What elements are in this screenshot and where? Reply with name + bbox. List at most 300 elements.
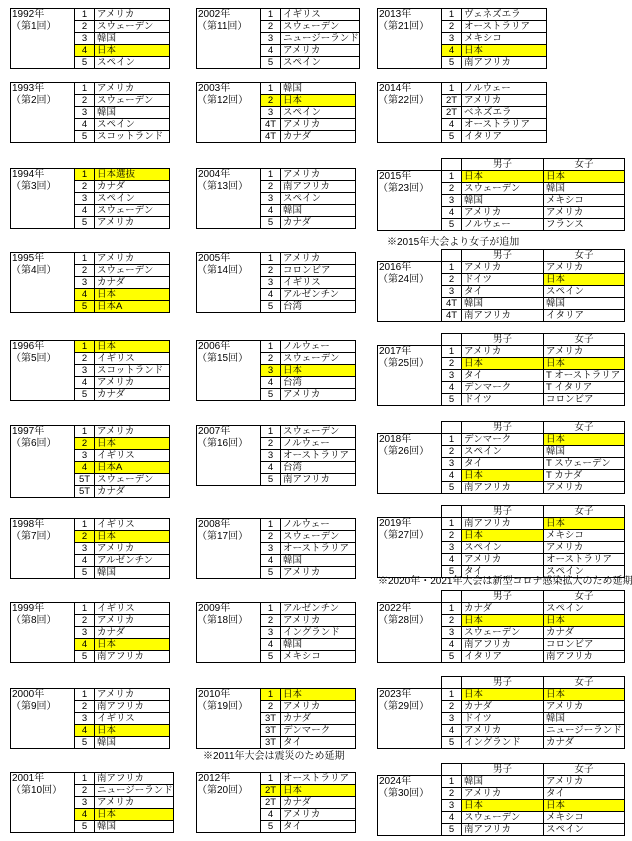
- year-cell: [197, 519, 261, 579]
- country-cell-women: スペイン: [544, 824, 625, 836]
- rank-cell: 3: [261, 277, 281, 289]
- country-cell: タイ: [281, 821, 356, 833]
- edition-label: （第3回）: [11, 181, 57, 192]
- note-2011-postponed: ※2011年大会は震災のため延期: [203, 751, 345, 762]
- gender-header-year-spacer: [378, 677, 442, 689]
- country-cell-women: 日本: [544, 434, 625, 446]
- gender-header-row: [378, 506, 625, 518]
- edition-label: （第24回）: [378, 274, 430, 285]
- rank-cell: 3: [75, 193, 95, 205]
- rank-cell: 4: [442, 725, 462, 737]
- rank-cell: 1: [261, 253, 281, 265]
- rank-cell: 4: [75, 725, 95, 737]
- gender-header-year-spacer: [378, 159, 442, 171]
- rank-cell: 2: [75, 785, 95, 797]
- country-cell: 日本A: [95, 462, 170, 474]
- country-cell: メキシコ: [462, 33, 547, 45]
- rank-cell: 2: [75, 265, 95, 277]
- country-cell: ベネズエラ: [462, 107, 547, 119]
- country-cell-women: スペイン: [544, 286, 625, 298]
- rank-cell: 1: [261, 603, 281, 615]
- rank-cell: 3: [442, 542, 462, 554]
- country-cell: 韓国: [95, 821, 174, 833]
- rank-cell: 2: [442, 788, 462, 800]
- rank-cell: 1: [261, 426, 281, 438]
- country-cell: 日本: [281, 785, 356, 797]
- tournament-table-2001: [10, 772, 174, 833]
- tournament-table-2005: [196, 252, 356, 313]
- rank-cell: 3: [261, 193, 281, 205]
- country-cell: ノルウェー: [281, 438, 356, 450]
- rank-cell: 2: [261, 95, 281, 107]
- country-cell: スコットランド: [95, 365, 170, 377]
- year-cell: [197, 603, 261, 663]
- country-cell-women: 韓国: [544, 183, 625, 195]
- rank-cell: 2: [442, 274, 462, 286]
- country-cell-men: タイ: [462, 566, 544, 578]
- year-cell: [197, 253, 261, 313]
- year-cell: [378, 434, 442, 494]
- rank-cell: 3: [261, 543, 281, 555]
- rank-cell: 4: [442, 554, 462, 566]
- tournament-table-2015: [377, 158, 625, 231]
- country-cell-men: スペイン: [462, 446, 544, 458]
- country-cell: スウェーデン: [281, 21, 360, 33]
- year-label: 2018年: [379, 434, 412, 445]
- country-cell-men: タイ: [462, 286, 544, 298]
- gender-header-men: 男子: [462, 591, 544, 603]
- rank-cell: 3: [442, 370, 462, 382]
- edition-label: （第2回）: [11, 95, 57, 106]
- rank-cell: 5: [75, 217, 95, 229]
- country-cell: アルゼンチン: [281, 289, 356, 301]
- rank-cell: 3: [261, 33, 281, 45]
- rank-cell: 2: [75, 615, 95, 627]
- country-cell: アメリカ: [95, 689, 170, 701]
- rank-cell: 1: [261, 519, 281, 531]
- country-cell: オーストラリア: [281, 450, 356, 462]
- year-label: 2017年: [379, 346, 412, 357]
- rank-cell: 2: [75, 21, 95, 33]
- country-cell: アメリカ: [281, 253, 356, 265]
- country-cell: アルゼンチン: [95, 555, 170, 567]
- country-cell-men: 日本: [462, 171, 544, 183]
- country-cell-men: イタリア: [462, 651, 544, 663]
- year-cell: [11, 773, 75, 833]
- rank-cell: 5: [442, 651, 462, 663]
- result-row: [197, 603, 356, 615]
- year-label: 1998年: [12, 519, 45, 530]
- rank-cell: 5: [261, 567, 281, 579]
- country-cell-men: 南アフリカ: [462, 482, 544, 494]
- country-cell-women: アメリカ: [544, 346, 625, 358]
- year-cell: [378, 603, 442, 663]
- country-cell-women: T オーストラリア: [544, 370, 625, 382]
- rank-cell: 2: [261, 353, 281, 365]
- rank-cell: 4: [261, 377, 281, 389]
- year-label: 1993年: [12, 83, 45, 94]
- tournament-table-2009: [196, 602, 356, 663]
- year-label: 2016年: [379, 262, 412, 273]
- edition-label: （第21回）: [378, 21, 430, 32]
- year-label: 2005年: [198, 253, 231, 264]
- rank-cell: 2: [442, 530, 462, 542]
- rank-cell: 2: [75, 701, 95, 713]
- country-cell-men: ドイツ: [462, 274, 544, 286]
- edition-label: （第5回）: [11, 353, 57, 364]
- tournament-table-2012: [196, 772, 356, 833]
- rank-cell: 2: [261, 701, 281, 713]
- country-cell-men: 日本: [462, 530, 544, 542]
- rank-cell: 4: [75, 377, 95, 389]
- year-label: 2014年: [379, 83, 412, 94]
- country-cell: アメリカ: [95, 543, 170, 555]
- gender-header-year-spacer: [378, 591, 442, 603]
- country-cell: オーストラリア: [462, 21, 547, 33]
- result-row: [11, 169, 170, 181]
- country-cell: アメリカ: [281, 169, 356, 181]
- rank-cell: 4: [261, 289, 281, 301]
- result-row: [11, 689, 170, 701]
- rank-cell: 1: [442, 346, 462, 358]
- country-cell-women: 日本: [544, 358, 625, 370]
- gender-header-row: [378, 422, 625, 434]
- country-cell: スペイン: [281, 193, 356, 205]
- year-label: 1995年: [12, 253, 45, 264]
- year-cell: [378, 9, 442, 69]
- country-cell-men: タイ: [462, 370, 544, 382]
- country-cell: 韓国: [281, 83, 356, 95]
- country-cell: 日本選抜: [95, 169, 170, 181]
- country-cell-men: ドイツ: [462, 713, 544, 725]
- year-cell: [11, 169, 75, 229]
- rank-cell: 1: [442, 434, 462, 446]
- country-cell: 日本: [95, 725, 170, 737]
- rank-cell: 2: [442, 701, 462, 713]
- country-cell: 韓国: [95, 567, 170, 579]
- country-cell: カナダ: [95, 486, 170, 498]
- country-cell-women: メキシコ: [544, 195, 625, 207]
- rank-cell: 3: [261, 627, 281, 639]
- country-cell: カナダ: [95, 627, 170, 639]
- result-row: [378, 689, 625, 701]
- rank-cell: 1: [261, 773, 281, 785]
- country-cell-men: 日本: [462, 615, 544, 627]
- edition-label: （第6回）: [11, 438, 57, 449]
- year-cell: [197, 83, 261, 143]
- year-cell: [197, 9, 261, 69]
- country-cell-men: 南アフリカ: [462, 639, 544, 651]
- rank-cell: 4: [442, 382, 462, 394]
- rank-cell: 5: [261, 474, 281, 486]
- country-cell: アメリカ: [95, 377, 170, 389]
- rank-cell: 5: [261, 389, 281, 401]
- year-cell: [378, 262, 442, 322]
- rank-cell: 4: [75, 462, 95, 474]
- year-cell: [378, 518, 442, 578]
- country-cell: アメリカ: [281, 45, 360, 57]
- country-cell: カナダ: [95, 389, 170, 401]
- rank-cell: 1: [442, 776, 462, 788]
- country-cell-women: アメリカ: [544, 701, 625, 713]
- rank-cell: 3: [75, 365, 95, 377]
- country-cell: コロンビア: [281, 265, 356, 277]
- rank-cell: 4: [442, 45, 462, 57]
- rank-cell: 4: [442, 470, 462, 482]
- gender-header-row: [378, 591, 625, 603]
- year-cell: [197, 426, 261, 486]
- country-cell-men: 日本: [462, 470, 544, 482]
- rank-cell: 3: [442, 713, 462, 725]
- gender-header-women: 女子: [544, 677, 625, 689]
- result-row: [11, 9, 170, 21]
- country-cell-women: コロンビア: [544, 639, 625, 651]
- country-cell-women: カナダ: [544, 737, 625, 749]
- year-label: 2022年: [379, 603, 412, 614]
- result-row: [11, 83, 170, 95]
- gender-header-row: [378, 334, 625, 346]
- result-row: [197, 253, 356, 265]
- rank-cell: 1: [442, 262, 462, 274]
- country-cell: 台湾: [281, 301, 356, 313]
- country-cell: 日本A: [95, 301, 170, 313]
- country-cell: 日本: [281, 95, 356, 107]
- country-cell-men: デンマーク: [462, 382, 544, 394]
- edition-label: （第1回）: [11, 21, 57, 32]
- country-cell-women: カナダ: [544, 627, 625, 639]
- tournament-table-2019: [377, 505, 625, 578]
- gender-header-rank-spacer: [442, 250, 462, 262]
- country-cell: オーストラリア: [281, 543, 356, 555]
- country-cell-men: アメリカ: [462, 788, 544, 800]
- country-cell: カナダ: [281, 131, 356, 143]
- country-cell-men: スウェーデン: [462, 183, 544, 195]
- result-row: [197, 341, 356, 353]
- country-cell: カナダ: [281, 797, 356, 809]
- rank-cell: 1: [442, 689, 462, 701]
- rank-cell: 2T: [261, 797, 281, 809]
- country-cell: 韓国: [281, 205, 356, 217]
- rank-cell: 5T: [75, 474, 95, 486]
- rank-cell: 1: [75, 519, 95, 531]
- country-cell-men: タイ: [462, 458, 544, 470]
- country-cell-women: スペイン: [544, 566, 625, 578]
- rank-cell: 4: [75, 119, 95, 131]
- rank-cell: 5: [261, 57, 281, 69]
- rank-cell: 4: [75, 809, 95, 821]
- country-cell: ニュージーランド: [281, 33, 360, 45]
- rank-cell: 5: [75, 651, 95, 663]
- result-row: [197, 169, 356, 181]
- country-cell: カナダ: [281, 217, 356, 229]
- tournament-table-2024: [377, 763, 625, 836]
- country-cell-women: 日本: [544, 689, 625, 701]
- edition-label: （第20回）: [197, 785, 249, 796]
- rank-cell: 4: [75, 205, 95, 217]
- country-cell: 台湾: [281, 377, 356, 389]
- edition-label: （第7回）: [11, 531, 57, 542]
- year-label: 1997年: [12, 426, 45, 437]
- year-cell: [11, 253, 75, 313]
- year-label: 2001年: [12, 773, 45, 784]
- edition-label: （第18回）: [197, 615, 249, 626]
- country-cell-women: コロンビア: [544, 394, 625, 406]
- rank-cell: 2: [75, 181, 95, 193]
- country-cell: スウェーデン: [95, 205, 170, 217]
- edition-label: （第30回）: [378, 788, 430, 799]
- rank-cell: 5: [261, 651, 281, 663]
- year-label: 2007年: [198, 426, 231, 437]
- result-row: [11, 603, 170, 615]
- country-cell-men: 日本: [462, 800, 544, 812]
- country-cell: アメリカ: [281, 119, 356, 131]
- edition-label: （第22回）: [378, 95, 430, 106]
- country-cell-women: 日本: [544, 274, 625, 286]
- result-row: [378, 9, 547, 21]
- country-cell: イギリス: [281, 9, 360, 21]
- country-cell-men: アメリカ: [462, 554, 544, 566]
- result-row: [378, 171, 625, 183]
- year-cell: [378, 776, 442, 836]
- edition-label: （第23回）: [378, 183, 430, 194]
- rank-cell: 4: [261, 462, 281, 474]
- country-cell: スペイン: [95, 57, 170, 69]
- gender-header-women: 女子: [544, 422, 625, 434]
- country-cell-men: デンマーク: [462, 434, 544, 446]
- rank-cell: 2: [442, 615, 462, 627]
- rank-cell: 2: [261, 615, 281, 627]
- country-cell: イギリス: [95, 353, 170, 365]
- gender-header-year-spacer: [378, 334, 442, 346]
- rank-cell: 5: [75, 821, 95, 833]
- country-cell-women: スペイン: [544, 603, 625, 615]
- rank-cell: 1: [442, 171, 462, 183]
- rank-cell: 1: [261, 83, 281, 95]
- country-cell: カナダ: [281, 713, 356, 725]
- rank-cell: 3: [75, 33, 95, 45]
- country-cell: アメリカ: [462, 95, 547, 107]
- gender-header-women: 女子: [544, 764, 625, 776]
- rank-cell: 2: [442, 446, 462, 458]
- gender-header-men: 男子: [462, 422, 544, 434]
- rank-cell: 3: [442, 458, 462, 470]
- gender-header-row: [378, 250, 625, 262]
- country-cell: アメリカ: [281, 809, 356, 821]
- year-cell: [197, 689, 261, 749]
- country-cell: スペイン: [281, 107, 356, 119]
- country-cell: 韓国: [95, 107, 170, 119]
- country-cell: イギリス: [95, 603, 170, 615]
- year-label: 2015年: [379, 171, 412, 182]
- tournament-table-2006: [196, 340, 356, 401]
- country-cell: 日本: [95, 341, 170, 353]
- country-cell: 南アフリカ: [95, 773, 174, 785]
- country-cell: スペイン: [95, 119, 170, 131]
- country-cell: デンマーク: [281, 725, 356, 737]
- country-cell: ノルウェー: [281, 519, 356, 531]
- result-row: [11, 253, 170, 265]
- year-label: 1996年: [12, 341, 45, 352]
- tournament-table-2017: [377, 333, 625, 406]
- tournament-table-1993: [10, 82, 170, 143]
- result-row: [378, 83, 547, 95]
- country-cell-women: タイ: [544, 788, 625, 800]
- country-cell: アメリカ: [95, 426, 170, 438]
- rank-cell: 2: [261, 265, 281, 277]
- country-cell: 南アフリカ: [462, 57, 547, 69]
- country-cell-women: メキシコ: [544, 812, 625, 824]
- country-cell-women: オーストラリア: [544, 554, 625, 566]
- rank-cell: 1: [75, 83, 95, 95]
- country-cell: アメリカ: [95, 9, 170, 21]
- rank-cell: 1: [261, 9, 281, 21]
- country-cell: イギリス: [95, 450, 170, 462]
- gender-header-women: 女子: [544, 591, 625, 603]
- rank-cell: 3T: [261, 737, 281, 749]
- gender-header-row: [378, 764, 625, 776]
- rank-cell: 5: [442, 566, 462, 578]
- country-cell: スウェーデン: [281, 353, 356, 365]
- result-row: [197, 9, 360, 21]
- rank-cell: 4: [261, 639, 281, 651]
- rank-cell: 3: [442, 33, 462, 45]
- edition-label: （第27回）: [378, 530, 430, 541]
- rank-cell: 2: [75, 95, 95, 107]
- result-row: [197, 519, 356, 531]
- rank-cell: 2: [75, 531, 95, 543]
- rank-cell: 4: [261, 205, 281, 217]
- gender-header-rank-spacer: [442, 677, 462, 689]
- rank-cell: 2: [261, 438, 281, 450]
- edition-label: （第29回）: [378, 701, 430, 712]
- edition-label: （第15回）: [197, 353, 249, 364]
- rank-cell: 5: [75, 301, 95, 313]
- year-label: 2002年: [198, 9, 231, 20]
- country-cell-women: 韓国: [544, 446, 625, 458]
- gender-header-women: 女子: [544, 334, 625, 346]
- country-cell-men: イングランド: [462, 737, 544, 749]
- rank-cell: 5: [75, 389, 95, 401]
- year-label: 1999年: [12, 603, 45, 614]
- year-cell: [11, 83, 75, 143]
- rank-cell: 5: [442, 737, 462, 749]
- note-2020-2021-postponed: ※2020年・2021年大会は新型コロナ感染拡大のため延期: [378, 576, 632, 587]
- year-cell: [11, 9, 75, 69]
- rank-cell: 2: [261, 181, 281, 193]
- rank-cell: 4T: [261, 131, 281, 143]
- country-cell: スウェーデン: [281, 426, 356, 438]
- rank-cell: 5: [261, 301, 281, 313]
- rank-cell: 4: [261, 809, 281, 821]
- country-cell: スウェーデン: [281, 531, 356, 543]
- gender-header-rank-spacer: [442, 591, 462, 603]
- rank-cell: 1: [75, 689, 95, 701]
- tournament-table-2000: [10, 688, 170, 749]
- country-cell: イタリア: [462, 131, 547, 143]
- rank-cell: 5: [75, 737, 95, 749]
- edition-label: （第12回）: [197, 95, 249, 106]
- gender-header-year-spacer: [378, 250, 442, 262]
- year-cell: [378, 689, 442, 749]
- rank-cell: 4: [75, 289, 95, 301]
- country-cell: 韓国: [281, 639, 356, 651]
- result-row: [11, 773, 174, 785]
- country-cell: 日本: [95, 289, 170, 301]
- rank-cell: 5: [442, 824, 462, 836]
- country-cell-men: カナダ: [462, 701, 544, 713]
- country-cell: 南アフリカ: [95, 701, 170, 713]
- rank-cell: 3: [75, 107, 95, 119]
